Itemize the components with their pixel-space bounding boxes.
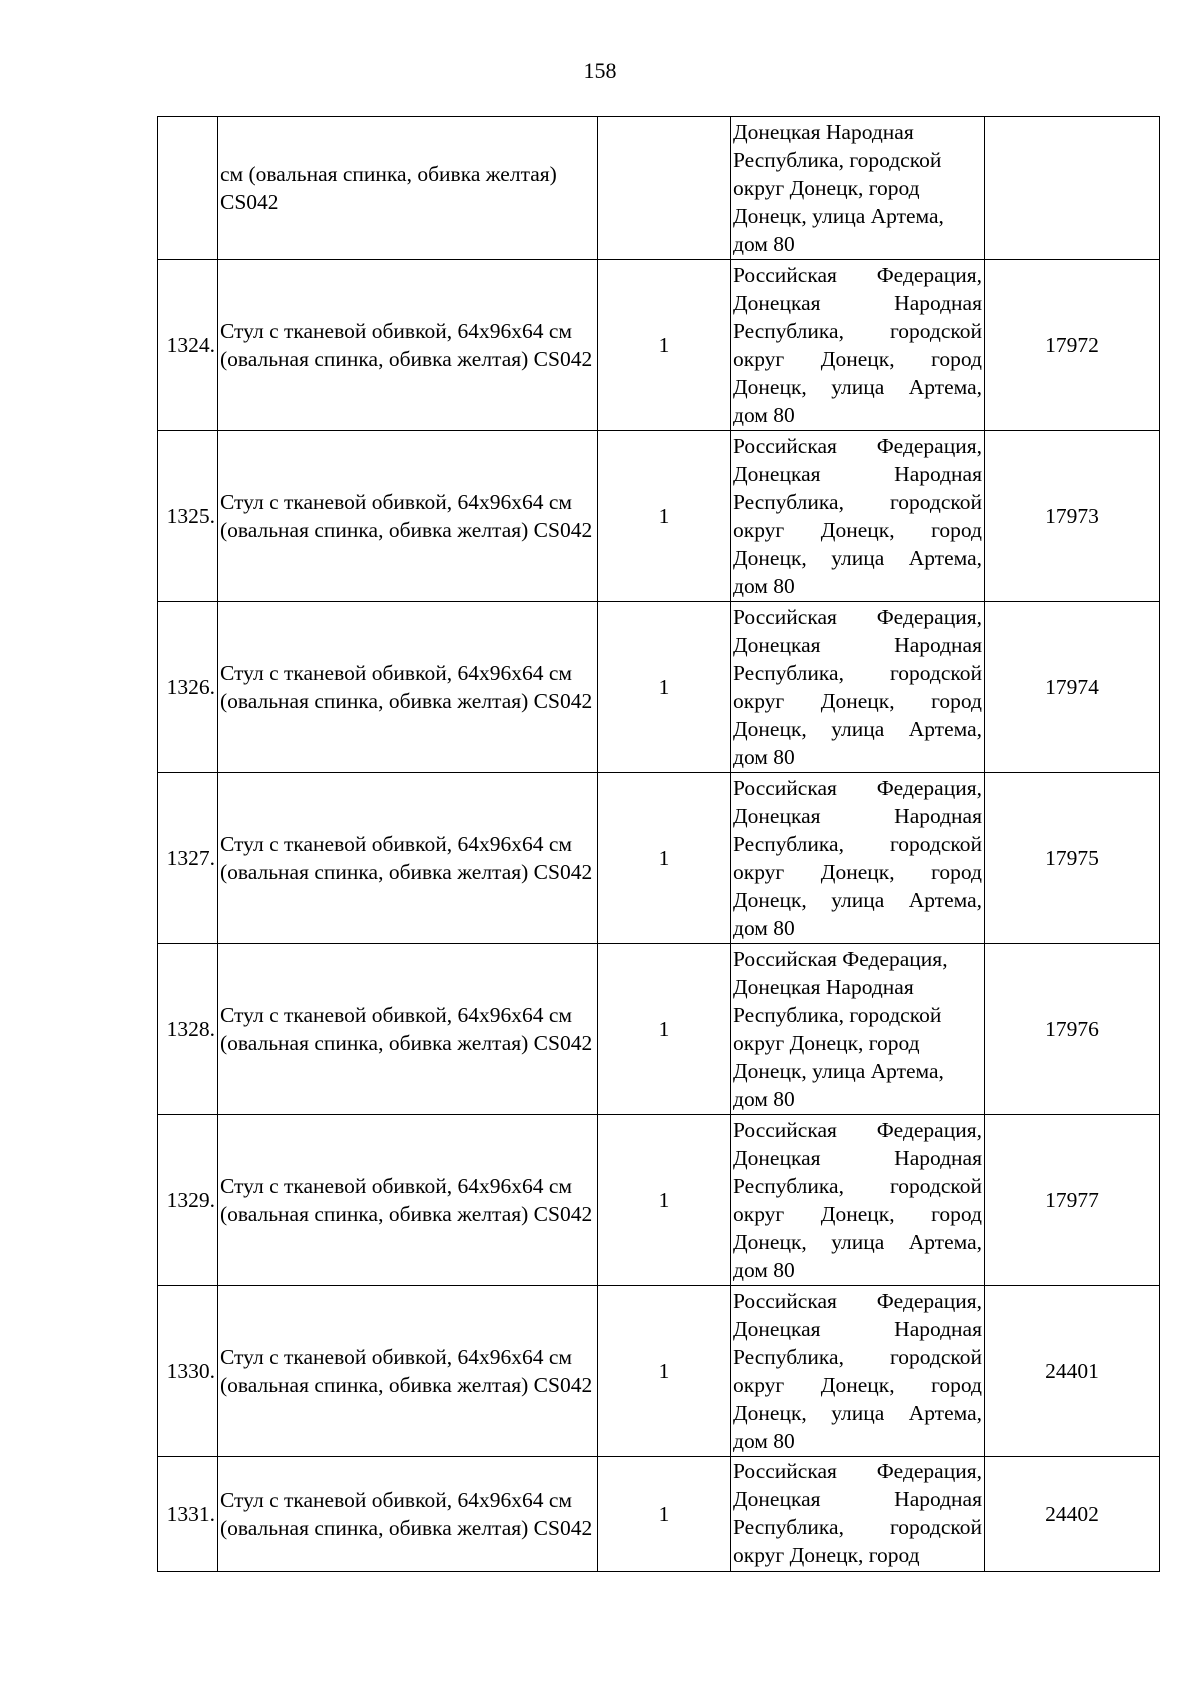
item-quantity: 1 bbox=[598, 773, 731, 944]
item-name: см (овальная спинка, обивка желтая) CS042 bbox=[218, 117, 598, 260]
page-number: 158 bbox=[583, 58, 617, 83]
inventory-number: 17975 bbox=[985, 773, 1160, 944]
item-address: Российская Федерация, Донецкая Народная Республика, городской округ Донецк, город Донецк, улица Артема, дом 80 bbox=[731, 1115, 985, 1286]
item-quantity: 1 bbox=[598, 260, 731, 431]
row-number: 1327. bbox=[158, 773, 218, 944]
table-row bbox=[158, 773, 1160, 944]
row-number: 1330. bbox=[158, 1286, 218, 1457]
item-quantity: 1 bbox=[598, 602, 731, 773]
property-table bbox=[157, 116, 1160, 1572]
row-number: 1326. bbox=[158, 602, 218, 773]
item-quantity: 1 bbox=[598, 431, 731, 602]
inventory-number bbox=[985, 117, 1160, 260]
inventory-number: 17977 bbox=[985, 1115, 1160, 1286]
row-number: 1325. bbox=[158, 431, 218, 602]
item-address: Российская Федерация, Донецкая Народная Республика, городской округ Донецк, город Донецк, улица Артема, дом 80 bbox=[731, 944, 985, 1115]
item-name: Стул с тканевой обивкой, 64x96x64 см (овальная спинка, обивка желтая) CS042 bbox=[218, 1286, 598, 1457]
table-row bbox=[158, 1457, 1160, 1572]
item-name: Стул с тканевой обивкой, 64x96x64 см (овальная спинка, обивка желтая) CS042 bbox=[218, 602, 598, 773]
item-address: Российская Федерация, Донецкая Народная Республика, городской округ Донецк, город Донецк, улица Артема, дом 80 bbox=[731, 431, 985, 602]
table-row bbox=[158, 1286, 1160, 1457]
inventory-number: 17973 bbox=[985, 431, 1160, 602]
item-address: Российская Федерация, Донецкая Народная Республика, городской округ Донецк, город Донецк, улица Артема, дом 80 bbox=[731, 602, 985, 773]
item-address: Российская Федерация, Донецкая Народная Республика, городской округ Донецк, город bbox=[731, 1457, 985, 1572]
table-row bbox=[158, 431, 1160, 602]
item-name: Стул с тканевой обивкой, 64x96x64 см (овальная спинка, обивка желтая) CS042 bbox=[218, 1115, 598, 1286]
row-number: 1328. bbox=[158, 944, 218, 1115]
item-name: Стул с тканевой обивкой, 64x96x64 см (овальная спинка, обивка желтая) CS042 bbox=[218, 431, 598, 602]
item-address: Российская Федерация, Донецкая Народная Республика, городской округ Донецк, город Донецк, улица Артема, дом 80 bbox=[731, 260, 985, 431]
table-row bbox=[158, 117, 1160, 260]
item-name: Стул с тканевой обивкой, 64x96x64 см (овальная спинка, обивка желтая) CS042 bbox=[218, 1457, 598, 1572]
item-name: Стул с тканевой обивкой, 64x96x64 см (овальная спинка, обивка желтая) CS042 bbox=[218, 944, 598, 1115]
item-quantity: 1 bbox=[598, 944, 731, 1115]
row-number: 1324. bbox=[158, 260, 218, 431]
table-row bbox=[158, 944, 1160, 1115]
row-number: 1329. bbox=[158, 1115, 218, 1286]
item-quantity: 1 bbox=[598, 1457, 731, 1572]
item-address: Российская Федерация, Донецкая Народная Республика, городской округ Донецк, город Донецк, улица Артема, дом 80 bbox=[731, 1286, 985, 1457]
inventory-number: 24401 bbox=[985, 1286, 1160, 1457]
inventory-number: 17972 bbox=[985, 260, 1160, 431]
item-quantity: 1 bbox=[598, 1115, 731, 1286]
item-name: Стул с тканевой обивкой, 64x96x64 см (овальная спинка, обивка желтая) CS042 bbox=[218, 260, 598, 431]
item-name: Стул с тканевой обивкой, 64x96x64 см (овальная спинка, обивка желтая) CS042 bbox=[218, 773, 598, 944]
inventory-number: 17974 bbox=[985, 602, 1160, 773]
inventory-number: 17976 bbox=[985, 944, 1160, 1115]
inventory-number: 24402 bbox=[985, 1457, 1160, 1572]
row-number bbox=[158, 117, 218, 260]
table-row bbox=[158, 260, 1160, 431]
item-address: Российская Федерация, Донецкая Народная Республика, городской округ Донецк, город Донецк, улица Артема, дом 80 bbox=[731, 773, 985, 944]
item-address: Донецкая Народная Республика, городской округ Донецк, город Донецк, улица Артема, дом 80 bbox=[731, 117, 985, 260]
table-row bbox=[158, 602, 1160, 773]
table-row bbox=[158, 1115, 1160, 1286]
item-quantity: 1 bbox=[598, 1286, 731, 1457]
row-number: 1331. bbox=[158, 1457, 218, 1572]
item-quantity bbox=[598, 117, 731, 260]
